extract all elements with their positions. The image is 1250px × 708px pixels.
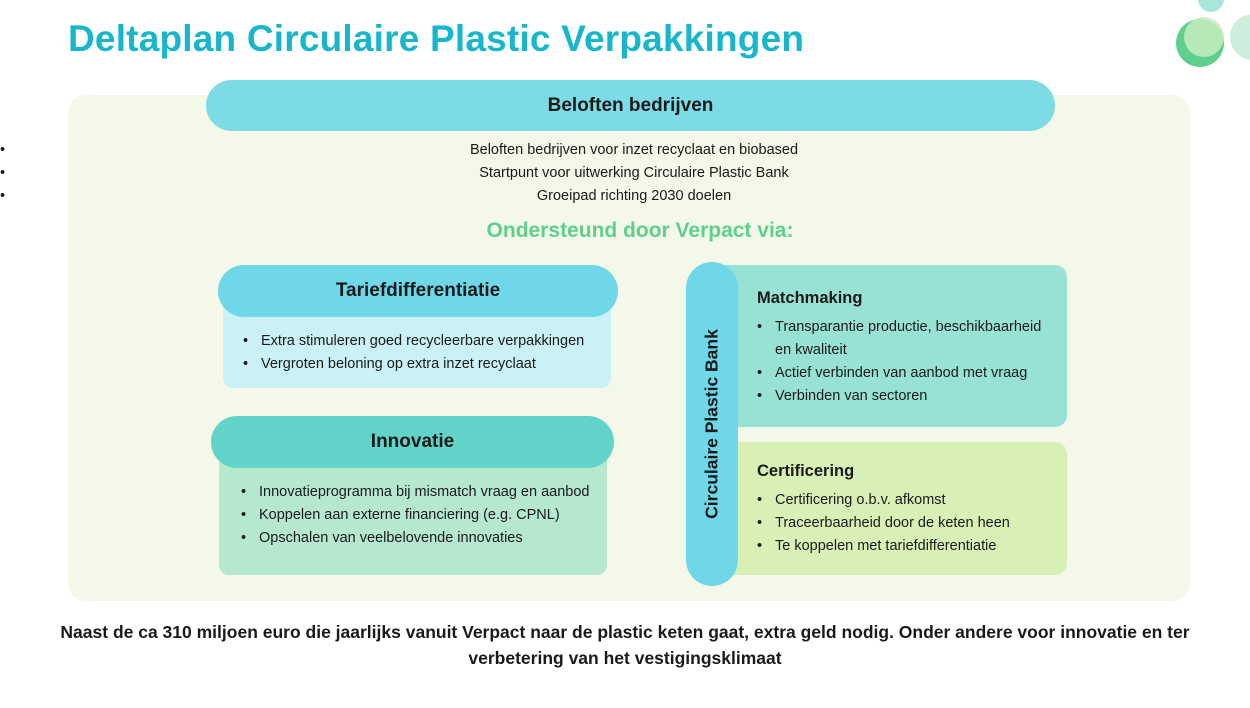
tariefdifferentiatie-list: [243, 330, 584, 376]
matchmaking-heading: Matchmaking: [757, 289, 863, 307]
innovatie-pill: [211, 416, 614, 468]
tariefdifferentiatie-heading: Tariefdifferentiatie: [335, 280, 501, 301]
certificering-heading: Certificering: [757, 462, 855, 480]
list-item: • Startpunt voor uitwerking Circulaire Plastic Bank: [0, 162, 1250, 185]
list-item: • Verbinden van sectoren: [757, 385, 1057, 408]
matchmaking-list: [757, 316, 1057, 408]
list-item: • Traceerbaarheid door de keten heen: [757, 512, 1010, 535]
list-item: • Groeipad richting 2030 doelen: [0, 185, 1250, 208]
footer-note: Naast de ca 310 miljoen euro die jaarlijks vanuit Verpact naar de plastic keten gaat, extra geld nodig. Onder andere voor innovatie en ter verbetering van het vestigingsklimaat: [60, 622, 1190, 668]
list-item: • Vergroten beloning op extra inzet recyclaat: [243, 353, 584, 376]
list-item: • Te koppelen met tariefdifferentiatie: [757, 535, 1010, 558]
list-item: • Koppelen aan externe financiering (e.g. CPNL): [241, 504, 589, 527]
decor-circle-light: [1184, 17, 1224, 57]
decor-circle-edge: [1230, 14, 1250, 60]
innovatie-heading: Innovatie: [370, 431, 455, 452]
page-title: Deltaplan Circulaire Plastic Verpakkingen: [68, 18, 805, 59]
tariefdifferentiatie-pill: [218, 265, 618, 317]
list-item: • Innovatieprogramma bij mismatch vraag en aanbod: [241, 481, 589, 504]
decor-circle-small: [1198, 0, 1224, 12]
list-item: • Actief verbinden van aanbod met vraag: [757, 362, 1057, 385]
innovatie-list: [241, 481, 589, 550]
beloften-heading: Beloften bedrijven: [547, 94, 714, 116]
support-subheading: Ondersteund door Verpact via:: [486, 219, 794, 242]
certificering-list: [757, 489, 1010, 558]
list-item: • Beloften bedrijven voor inzet recyclaat en biobased: [0, 139, 1250, 162]
list-item: • Opschalen van veelbelovende innovaties: [241, 527, 589, 550]
list-item: • Transparantie productie, beschikbaarheid en kwaliteit: [757, 316, 1057, 362]
beloften-heading-pill: [206, 80, 1055, 131]
beloften-list: [0, 139, 1250, 208]
decorative-circles: [1170, 0, 1250, 70]
list-item: • Certificering o.b.v. afkomst: [757, 489, 1010, 512]
plastic-bank-label: Circulaire Plastic Bank: [701, 329, 722, 519]
list-item: • Extra stimuleren goed recycleerbare verpakkingen: [243, 330, 584, 353]
